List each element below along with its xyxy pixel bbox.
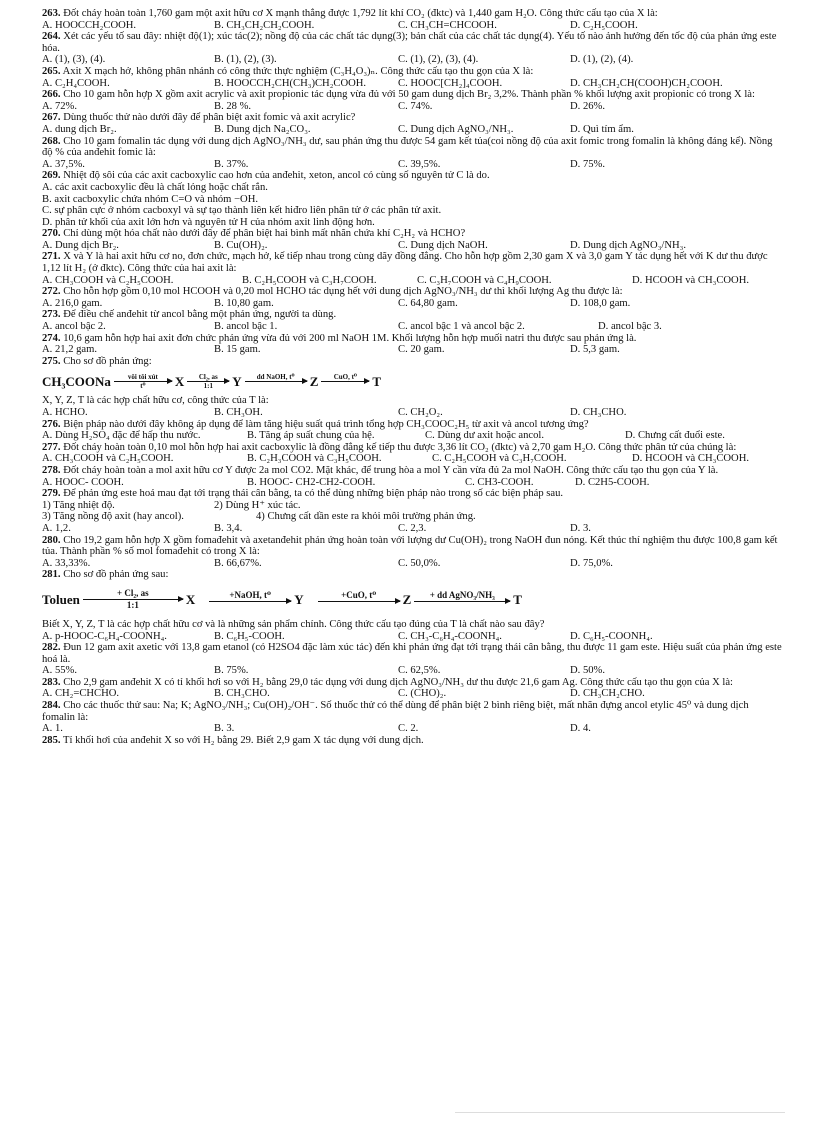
arrow-condition: dd NaOH, t⁰ [256,372,295,381]
option-d: D. 5,3 gam. [570,344,620,356]
reaction-arrow [318,590,400,610]
option-a: A. C₂H₄COOH. [42,77,110,89]
species-x: X [185,592,196,608]
species-start: Toluen [42,592,80,608]
question-275-body [42,395,784,418]
option-c: C. 50,0%. [398,557,441,569]
option-c: C. 39,5%. [398,158,441,170]
option-b: B. 66,67%. [214,557,262,569]
question-stem: 10,6 gam hỗn hợp hai axit đơn chức phản ứng vừa đủ với 200 ml NaOH 1M. Khối lượng hỗn hợp muối natri thu được sau phản ứng là. [63,332,637,344]
arrow-spacer [344,382,346,390]
question-number: 275. [42,355,61,367]
question-268 [42,136,784,171]
option-d: D. phân tử khối của axit lớn hơn và nguyên tử H của nhóm axit linh động hơn. [42,216,375,228]
question-275 [42,356,784,368]
option-b: B. 15 gam. [214,344,261,356]
species-start: CH₃COONa [42,373,111,389]
option-a: A. ancol bậc 2. [42,321,106,333]
option-d: D. ancol bậc 3. [598,321,662,333]
species-x: X [174,373,185,389]
reaction-arrow [245,373,307,390]
question-number: 270. [42,228,61,240]
option-b: B. HOOC- CH2-CH2-COOH. [247,476,376,488]
question-stem: Để phản ứng este hoá mau đạt tới trạng thái cân bằng, ta có thể dùng những biện pháp nào trong số các biện pháp sau. [63,488,564,500]
question-stem: Xét các yếu tố sau đây: nhiệt độ(1); xúc tác(2); nồng độ của các chất tác dụng(3); bản chất của các chất tác dụng(4). Yếu tố nào ảnh hưởng đến tốc độ của phản ứng este hóa. [42,31,777,54]
option-a: A. 21,2 gam. [42,344,98,356]
option-a: A. CH₂=CHCHO. [42,688,120,700]
question-number: 281. [42,569,61,581]
option-a: A. Dùng H₂SO₄ đặc để hấp thu nước. [42,430,201,442]
arrow-line [318,601,400,602]
question-stem: Cho hỗn hợp gồm 0,10 mol HCOOH và 0,20 mol HCHO tác dụng hết với dung dịch AgNO₃/NH₃ dư thì khối lượng Ag thu được là: [63,286,623,298]
question-number: 276. [42,418,61,430]
question-number: 264. [42,31,61,43]
option-c: C. Dung dịch AgNO₃/NH₃. [398,123,514,135]
option-c: C. C₃H₇COOH và C₄H₉COOH. [417,274,552,286]
question-number: 271. [42,251,61,263]
question-number: 278. [42,464,61,476]
arrow-spacer [358,602,360,610]
arrow-condition: t⁰ [140,381,146,390]
reaction-scheme-275 [42,369,784,393]
option-c: C. HOOC[CH₂]₄COOH. [398,77,503,89]
arrow-line [245,381,307,382]
question-number: 265. [42,65,61,77]
option-c: C. C₂H₅COOH và C₃H₇COOH. [432,453,567,465]
option-b: B. C₂H₅COOH và C₃H₇COOH. [242,274,377,286]
reaction-arrow [187,373,229,390]
question-276 [42,419,784,442]
option-c: C. (1), (2), (3), (4). [398,54,479,66]
option-b: B. (1), (2), (3). [214,54,277,66]
species-y: Y [294,592,304,608]
arrow-condition: + dd AgNO₃/NH₃ [429,589,495,600]
footer-rule [455,1112,785,1113]
question-number: 279. [42,488,61,500]
question-284 [42,700,784,735]
option-c: C. 20 gam. [398,344,445,356]
statement-3: 3) Tăng nồng độ axit (hay ancol). [42,511,184,523]
arrow-line [321,381,369,382]
option-b: B. 37%. [214,158,249,170]
question-274 [42,333,784,356]
question-272 [42,286,784,309]
option-c: C. (CHO)₂. [398,688,447,700]
option-d: D. CH₃CH₂CHO. [570,688,645,700]
question-stem: Nhiệt độ sôi của các axit cacboxylic cao hơn của anđehit, xeton, ancol có cùng số nguyên tử C là do. [63,170,490,182]
option-d: D. C₂H₅COOH. [570,19,638,31]
option-b: B. C₂H₃COOH và C₃H₅COOH. [247,453,382,465]
option-b: B. CH₃CH₂CH₂COOH. [214,19,315,31]
option-a: A. 72%. [42,100,78,112]
option-a: A. 33,33%. [42,557,91,569]
option-b: B. ancol bậc 1. [214,321,278,333]
arrow-condition: vôi tôi xút [127,372,158,381]
option-b: B. 3. [214,723,235,735]
question-263 [42,8,784,31]
option-b: B. CH₃OH. [214,407,263,418]
option-a: A. Dung dịch Br₂. [42,239,119,251]
question-stem: Chỉ dùng một hóa chất nào dưới đây để phân biệt hai bình mất nhãn chứa khí C₂H₂ và HCHO? [63,228,466,240]
option-d: D. C₆H₅-COONH₄. [570,630,653,642]
reaction-arrow [209,590,291,610]
question-281-body [42,619,784,642]
question-number: 268. [42,135,61,147]
question-282 [42,642,784,677]
option-b: B. C₆H₅-COOH. [214,630,285,642]
option-d: D. 50%. [570,665,606,677]
option-c: C. CH₂O₂. [398,407,443,418]
option-d: D. 75,0%. [570,557,613,569]
question-277 [42,442,784,465]
question-stem: Cho sơ đồ phản ứng: [63,355,152,367]
option-d: D. 75%. [570,158,606,170]
option-c: C. ancol bậc 1 và ancol bậc 2. [398,321,525,333]
option-d: D. 108,0 gam. [570,297,631,309]
statement-1: 1) Tăng nhiệt độ. [42,499,115,511]
option-a: A. HOOCCH₂COOH. [42,19,137,31]
option-a: A. 216,0 gam. [42,297,103,309]
option-c: C. Dung dịch NaOH. [398,239,488,251]
option-a: A. HOOC- COOH. [42,476,124,488]
question-number: 283. [42,676,61,688]
question-271 [42,251,784,286]
option-a: A. 55%. [42,665,78,677]
species-z: Z [402,592,412,608]
arrow-condition: +CuO, t⁰ [341,589,377,600]
option-d: D. CH₃CH₂CH(COOH)CH₂COOH. [570,77,723,89]
option-c: C. 64,80 gam. [398,297,458,309]
reaction-arrow [321,373,369,390]
question-number: 284. [42,700,61,712]
question-number: 263. [42,8,61,19]
question-283 [42,677,784,700]
arrow-condition: + Cl₂, as [117,588,149,599]
option-d: D. HCOOH và CH₃COOH. [632,274,749,286]
option-d: D. C2H5-COOH. [575,476,650,488]
question-stem: Cho 10 gam fomalin tác dụng với dung dịch AgNO₃/NH₃ dư, sau phản ứng thu được 54 gam kết tủa(coi nồng độ của axit fomic trong fomalin là không đáng kể). Nồng độ % của anđehit fomic là: [42,135,773,159]
option-a: A. dung dịch Br₂. [42,123,117,135]
option-d: D. 3. [570,522,591,534]
option-b: B. 3,4. [214,522,243,534]
question-269 [42,170,784,228]
option-c: C. CH3-COOH. [465,476,534,488]
arrow-spacer [461,602,463,610]
question-number: 274. [42,332,61,344]
arrow-condition: +NaOH, t⁰ [229,589,271,600]
reaction-arrow [414,590,510,610]
arrow-line [83,599,183,600]
question-265 [42,66,784,89]
question-stem: Dùng thuốc thử nào dưới đây để phân biệt axit fomic và axit acrylic? [63,112,356,124]
question-stem: Cho 10 gam hỗn hợp X gồm axit acrylic và axit propionic tác dụng vừa đủ với 50 gam dung dịch Br₂ 3,2%. Thành phần % khối lượng axit propionic có trong X là: [63,89,755,101]
reaction-scheme-281 [42,583,784,617]
question-stem: Đốt cháy hoàn toàn 0,10 mol hỗn hợp hai axit cacboxylic là đồng đẳng kế tiếp thu được 3,36 lít CO₂ (đktc) và 2,70 gam H₂O. Công thức phân tử của chúng là: [63,441,737,453]
question-stem: Cho các thuốc thử sau: Na; K; AgNO₃/NH₃; Cu(OH)₂/OH⁻. Số thuốc thử có thể dùng để phân biệt 2 bình riêng biệt, mất nhãn đựng ancol etylic 45⁰ và dung dịch fomalin là: [42,700,749,723]
question-number: 266. [42,89,61,101]
option-c: C. Dùng dư axit hoặc ancol. [425,430,545,442]
option-d: D. 26%. [570,100,606,112]
option-b: B. Dung dịch Na₂CO₃. [214,123,311,135]
option-d: D. Quì tím ẩm. [570,123,634,135]
question-266 [42,89,784,112]
question-number: 277. [42,441,61,453]
arrow-line [414,601,510,602]
question-stem: Cho sơ đồ phản ứng sau: [63,569,169,581]
question-number: 267. [42,112,61,124]
option-a: A. CH₃COOH và C₂H₅COOH. [42,453,174,465]
question-stem: Cho 2,9 gam anđehit X có tỉ khối hơi so với H₂ bằng 29,0 tác dụng với dung dịch AgNO₃/NH₃ dư thu được 21,6 gam Ag. Công thức cấu tạo thu gọn của X là: [63,676,733,688]
question-stem: Biết X, Y, Z, T là các hợp chất hữu cơ và là những sản phẩm chính. Công thức cấu tạo đúng của T là chất nào sau đây? [42,618,545,630]
option-a: A. HCHO. [42,407,88,418]
question-stem: Đốt cháy hoàn toàn a mol axit hữu cơ Y được 2a mol CO2. Mặt khác, để trung hòa a mol Y cần vừa đủ 2a mol NaOH. Công thức cấu tạo thu gọn của Y là. [63,464,719,476]
option-a: A. p-HOOC-C₆H₄-COONH₄. [42,630,167,642]
arrow-condition: Cl₂, as [198,372,218,381]
statement-2: 2) Dùng H⁺ xúc tác. [214,499,301,511]
option-b: B. 75%. [214,665,249,677]
question-281 [42,569,784,581]
option-b: B. CH₃CHO. [214,688,270,700]
question-number: 282. [42,642,61,654]
option-c: C. 62,5%. [398,665,441,677]
question-number: 269. [42,170,61,182]
option-a: A. 37,5%. [42,158,85,170]
option-c: C. 2. [398,723,419,735]
question-stem: Đun 12 gam axit axetic với 13,8 gam etanol (có H2SO4 đặc làm xúc tác) đến khi phản ứng đạt tới trạng thái cân bằng, thu được 11 gam este. Hiệu suất của phản ứng este hoá là. [42,642,782,665]
arrow-line [209,601,291,602]
option-d: D. Dung dịch AgNO₃/NH₃. [570,239,686,251]
question-267 [42,112,784,135]
question-264 [42,31,784,66]
option-d: D. 4. [570,723,591,735]
option-c: C. CH₃CH=CHCOOH. [398,19,497,31]
option-b: B. 28 %. [214,100,252,112]
reaction-arrow [114,373,172,390]
option-d: D. Chưng cất đuổi este. [625,430,725,442]
question-280 [42,535,784,570]
option-b: B. Cu(OH)₂. [214,239,268,251]
arrow-line [114,381,172,382]
question-number: 272. [42,286,61,298]
option-a: A. CH₃COOH và C₂H₅COOH. [42,274,174,286]
option-b: B. Tăng áp suất chung của hệ. [247,430,375,442]
option-d: D. (1), (2), (4). [570,54,634,66]
option-c: C. 74%. [398,100,433,112]
question-stem: Tỉ khối hơi của anđehit X so với H₂ bằng 29. Biết 2,9 gam X tác dụng với dung dịch. [63,734,424,746]
option-a: A. 1. [42,723,63,735]
arrow-spacer [249,602,251,610]
exam-page [42,8,784,746]
question-number: 280. [42,534,61,546]
question-278 [42,465,784,488]
question-stem: Đốt cháy hoàn toàn 1,760 gam một axit hữu cơ X mạnh thẳng được 1,792 lít khí CO₂ (đktc) và 1,440 gam H₂O. Công thức cấu tạo của X là: [63,8,658,19]
species-t: T [513,592,522,608]
option-d: D. HCOOH và CH₃COOH. [632,453,749,465]
arrow-spacer [275,382,277,390]
question-number: 285. [42,734,61,746]
question-270 [42,228,784,251]
option-a: A. 1,2. [42,522,71,534]
option-b: B. axit cacboxylic chứa nhóm C=O và nhóm −OH. [42,193,258,205]
arrow-line [187,381,229,382]
option-b: B. 10,80 gam. [214,297,274,309]
arrow-condition: 1:1 [203,381,213,390]
question-stem: Axit X mạch hở, không phân nhánh có công thức thực nghiệm (C₃H₄O₃)ₙ. Công thức cấu tạo thu gọn của X là: [62,65,534,77]
option-a: A. (1), (3), (4). [42,54,106,66]
question-number: 273. [42,309,61,321]
option-c: C. CH₃-C₆H₄-COONH₄. [398,630,502,642]
statement-4: 4) Chưng cất dần este ra khỏi môi trường phản ứng. [256,511,476,523]
option-d: D. CH₃CHO. [570,407,627,418]
reaction-arrow [83,588,183,611]
species-t: T [372,373,382,389]
option-c: C. 2,3. [398,522,427,534]
question-273 [42,309,784,332]
question-stem: Biện pháp nào dưới đây không áp dụng để làm tăng hiệu suất quá trình tổng hợp CH₃COOC₂H₅ từ axit và ancol tương ứng? [63,418,589,430]
question-stem: X, Y, Z, T là các hợp chất hữu cơ, công thức của T là: [42,395,269,407]
question-stem: Cho 19,2 gam hỗn hợp X gồm fomađehit và axetanđehit phản ứng hoàn toàn với lượng dư Cu(OH)₂ trong NaOH đun nóng. Kết thúc thí nghiệm thu được 100,8 gam kết tủa. Thành phần % số mol fomađehit có trong X là: [42,534,778,558]
option-c: C. sự phân cực ở nhóm cacboxyl và sự tạo thành liên kết hiđro liên phân tử ở các phân tử axit. [42,205,442,217]
species-y: Y [232,373,242,389]
option-b: B. HOOCCH₂CH(CH₃)CH₂COOH. [214,77,367,89]
option-a: A. các axit cacboxylic đều là chất lỏng hoặc chất rắn. [42,181,268,193]
species-z: Z [309,373,319,389]
arrow-condition: 1:1 [126,600,139,611]
question-285 [42,735,784,747]
question-stem: X và Y là hai axit hữu cơ no, đơn chức, mạch hở, kế tiếp nhau trong cùng dãy đồng đẳng. Cho hỗn hợp gồm 2,30 gam X và 3,0 gam Y tác dụng hết với K dư thu được 1,12 lít H₂ (ở đktc). Công thức của hai axit là: [42,251,768,275]
arrow-condition: CuO, t⁰ [333,372,357,381]
question-stem: Để điều chế anđehit từ ancol bằng một phản ứng, người ta dùng. [63,309,337,321]
question-279 [42,488,784,534]
